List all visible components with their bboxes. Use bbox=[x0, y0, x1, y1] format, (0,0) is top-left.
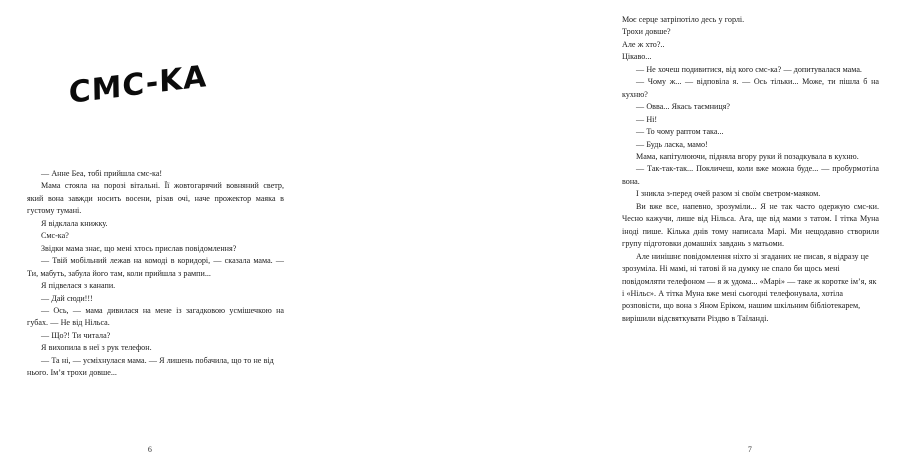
right-page bbox=[300, 0, 879, 471]
paragraph: Смс-ка? bbox=[41, 231, 69, 241]
paragraph: — Та ні, — усміхнулася мама. — Я лишень побачила, що то не від нього. Ім’я трохи довше... bbox=[27, 355, 274, 378]
paragraph: — Чому ж... — відповіла я. — Ось тільки... Може, ти пішла б на кухню? bbox=[622, 77, 879, 99]
paragraph: Я підвелася з канапи. bbox=[41, 281, 116, 291]
paragraph: Моє серце затріпотіло десь у горлі. bbox=[622, 15, 745, 24]
left-page-body-text bbox=[27, 168, 284, 380]
paragraph: Звідки мама знає, що мені хтось прислав повідомлення? bbox=[41, 243, 237, 253]
paragraph: — Твій мобільний лежав на комоді в коридорі, — сказала мама. — Ти, мабуть, забула його там, коли прийшла з рампи... bbox=[27, 256, 284, 278]
paragraph: — Так-так-так... Покличеш, коли вже можна буде... — пробурмотіла вона. bbox=[622, 164, 879, 186]
page-number-right: 7 bbox=[747, 445, 753, 454]
chapter-title-artwork bbox=[27, 55, 283, 125]
paragraph: Я відклала книжку. bbox=[41, 218, 108, 228]
paragraph: — Ось, — мама дивилася на мене із загадковою усмішечкою на губах. — Не від Нільса. bbox=[27, 305, 284, 328]
paragraph: — Будь ласка, мамо! bbox=[636, 139, 708, 149]
paragraph: Мама стояла на порозі вітальні. Її жовтогарячий вовняний светр, який вона завжди носить восени, різав очі, наче прожектор маяка в густому тумані. bbox=[27, 181, 284, 216]
paragraph: Але ж хто?.. bbox=[622, 39, 665, 49]
page-number-left: 6 bbox=[147, 445, 153, 454]
paragraph: Трохи довше? bbox=[622, 27, 671, 37]
paragraph: Цікаво... bbox=[622, 52, 652, 62]
paragraph: — Що?! Ти читала? bbox=[41, 330, 111, 340]
paragraph: Мама, капітулюючи, підняла вгору руки й позадкувала в кухню. bbox=[636, 151, 859, 161]
paragraph: І зникла з-перед очей разом зі своїм светром-маяком. bbox=[636, 189, 821, 199]
left-page bbox=[0, 0, 300, 471]
paragraph: — Дай сюди!!! bbox=[41, 293, 93, 303]
paragraph: — Овва... Якась таємниця? bbox=[636, 102, 731, 112]
paragraph: Ви вже все, напевно, зрозуміли... Я не так часто одержую смс-ки. Чесно кажучи, лише від Нільса. Ага, ще від мами з татом. І тітка Муна іноді пише. Кілька днів тому написала Марі. Ми нещодавно створили групу підготовки домашніх завдань з матьоми. bbox=[622, 201, 879, 249]
paragraph: Я вихопила в неї з рук телефон. bbox=[41, 343, 152, 353]
paragraph: — То чому раптом така... bbox=[636, 127, 724, 137]
chapter-title-text: CMC-KA bbox=[68, 58, 208, 112]
paragraph: — Анне Беа, тобі прийшла смс-ка! bbox=[41, 169, 163, 178]
paragraph: Але нинішнє повідомлення ніхто зі згаданих не писав, я відразу це зрозуміла. Ні мамі, ні татові й на думку не спало би щось мені повідомляти телефоном — я ж удома... «Марі» — таке ж коротке ім’я, як і «Нільс». А тітка Муна вже мені сьогодні телефонувала, хотіла розповісти, що вона з Яном Еріком, нашим шкільним бібліотекарем, вирішили відсвяткувати Різдво в Таїланді. bbox=[622, 251, 877, 323]
paragraph: — Ні! bbox=[636, 114, 658, 124]
paragraph: — Не хочеш подивитися, від кого смс-ка? — допитувалася мама. bbox=[636, 64, 862, 74]
right-page-body-text bbox=[622, 14, 879, 325]
